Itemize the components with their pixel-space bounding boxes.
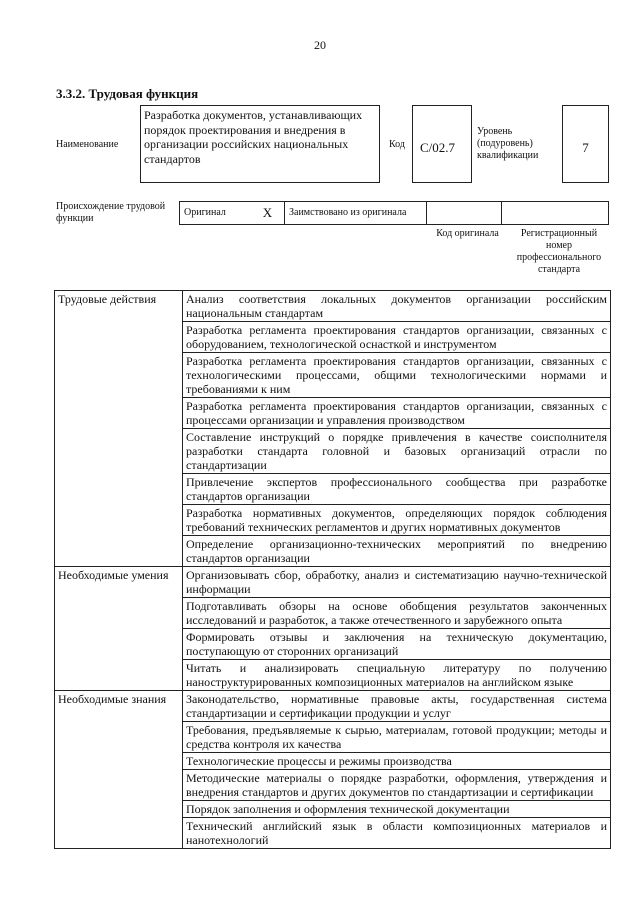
section-title: 3.3.2. Трудовая функция	[56, 86, 199, 101]
table-cell-text: Технический английский язык в области композиционных материалов и нанотехнологий	[183, 818, 611, 849]
origin-code-cell	[427, 201, 502, 225]
reg-number-cell	[502, 201, 609, 225]
function-table	[54, 290, 611, 849]
table-row	[55, 567, 611, 598]
name-label: Наименование	[56, 139, 119, 150]
table-row	[55, 691, 611, 722]
table-cell-text: Разработка нормативных документов, определяющих порядок соблюдения требований технических регламентов и других нормативных документов	[183, 505, 611, 536]
table-cell-text: Читать и анализировать специальную литературу по получению наноструктурированных композиционных материалов на английском языке	[183, 660, 611, 691]
table-row	[55, 291, 611, 322]
table-cell-text: Технологические процессы и режимы производства	[183, 753, 611, 770]
code-label: Код	[389, 139, 405, 150]
table-cell-text: Методические материалы о порядке разработки, оформления, утверждения и внедрения стандартов и других документов по стандартизации и сертификации	[183, 770, 611, 801]
origin-row	[179, 201, 609, 225]
table-cell-text: Законодательство, нормативные правовые акты, государственная система стандартизации и сертификации продукции и услуг	[183, 691, 611, 722]
table-cell-text: Организовывать сбор, обработку, анализ и систематизацию научно-технической информации	[183, 567, 611, 598]
borrowed-cell: Заимствовано из оригинала	[285, 201, 427, 225]
table-cell-text: Порядок заполнения и оформления технической документации	[183, 801, 611, 818]
function-code-box: C/02.7	[412, 105, 472, 183]
table-cell-text: Формировать отзывы и заключения на техническую документацию, поступающую от сторонних организаций	[183, 629, 611, 660]
original-mark: X	[251, 201, 285, 225]
table-cell-text: Определение организационно-технических мероприятий по внедрению стандартов организации	[183, 536, 611, 567]
origin-label: Происхождение трудовой функции	[56, 201, 166, 224]
level-label: Уровень (подуровень) квалификации	[477, 126, 539, 161]
section-category: Трудовые действия	[55, 291, 183, 567]
level-box: 7	[562, 105, 609, 183]
section-category: Необходимые знания	[55, 691, 183, 849]
code-caption: Код оригинала	[436, 228, 499, 239]
original-cell: Оригинал	[179, 201, 251, 225]
table-cell-text: Привлечение экспертов профессионального сообщества при разработке стандартов организации	[183, 474, 611, 505]
function-name-box: Разработка документов, устанавливающих порядок проектирования и внедрения в организации российских национальных стандартов	[140, 105, 380, 183]
table-cell-text: Разработка регламента проектирования стандартов организации, связанных с оборудованием, технологической оснасткой и инструментом	[183, 322, 611, 353]
table-cell-text: Анализ соответствия локальных документов организации российским национальным стандартам	[183, 291, 611, 322]
section-category: Необходимые умения	[55, 567, 183, 691]
page-number: 20	[314, 38, 326, 52]
table-cell-text: Составление инструкций о порядке привлечения в качестве соисполнителя разработки стандарта головной и базовых организаций отрасли по стандартизации	[183, 429, 611, 474]
table-cell-text: Требования, предъявляемые к сырью, материалам, готовой продукции; методы и средства контроля их качества	[183, 722, 611, 753]
table-cell-text: Подготавливать обзоры на основе обобщения результатов законченных исследований и разработок, а также отечественного и зарубежного опыта	[183, 598, 611, 629]
table-cell-text: Разработка регламента проектирования стандартов организации, связанных с технологическими процессами, общими технологическими нормами и требованиями к ним	[183, 353, 611, 398]
table-cell-text: Разработка регламента проектирования стандартов организации, связанных с процессами организации и управления производством	[183, 398, 611, 429]
reg-caption: Регистрационный номер профессионального стандарта	[516, 228, 602, 275]
